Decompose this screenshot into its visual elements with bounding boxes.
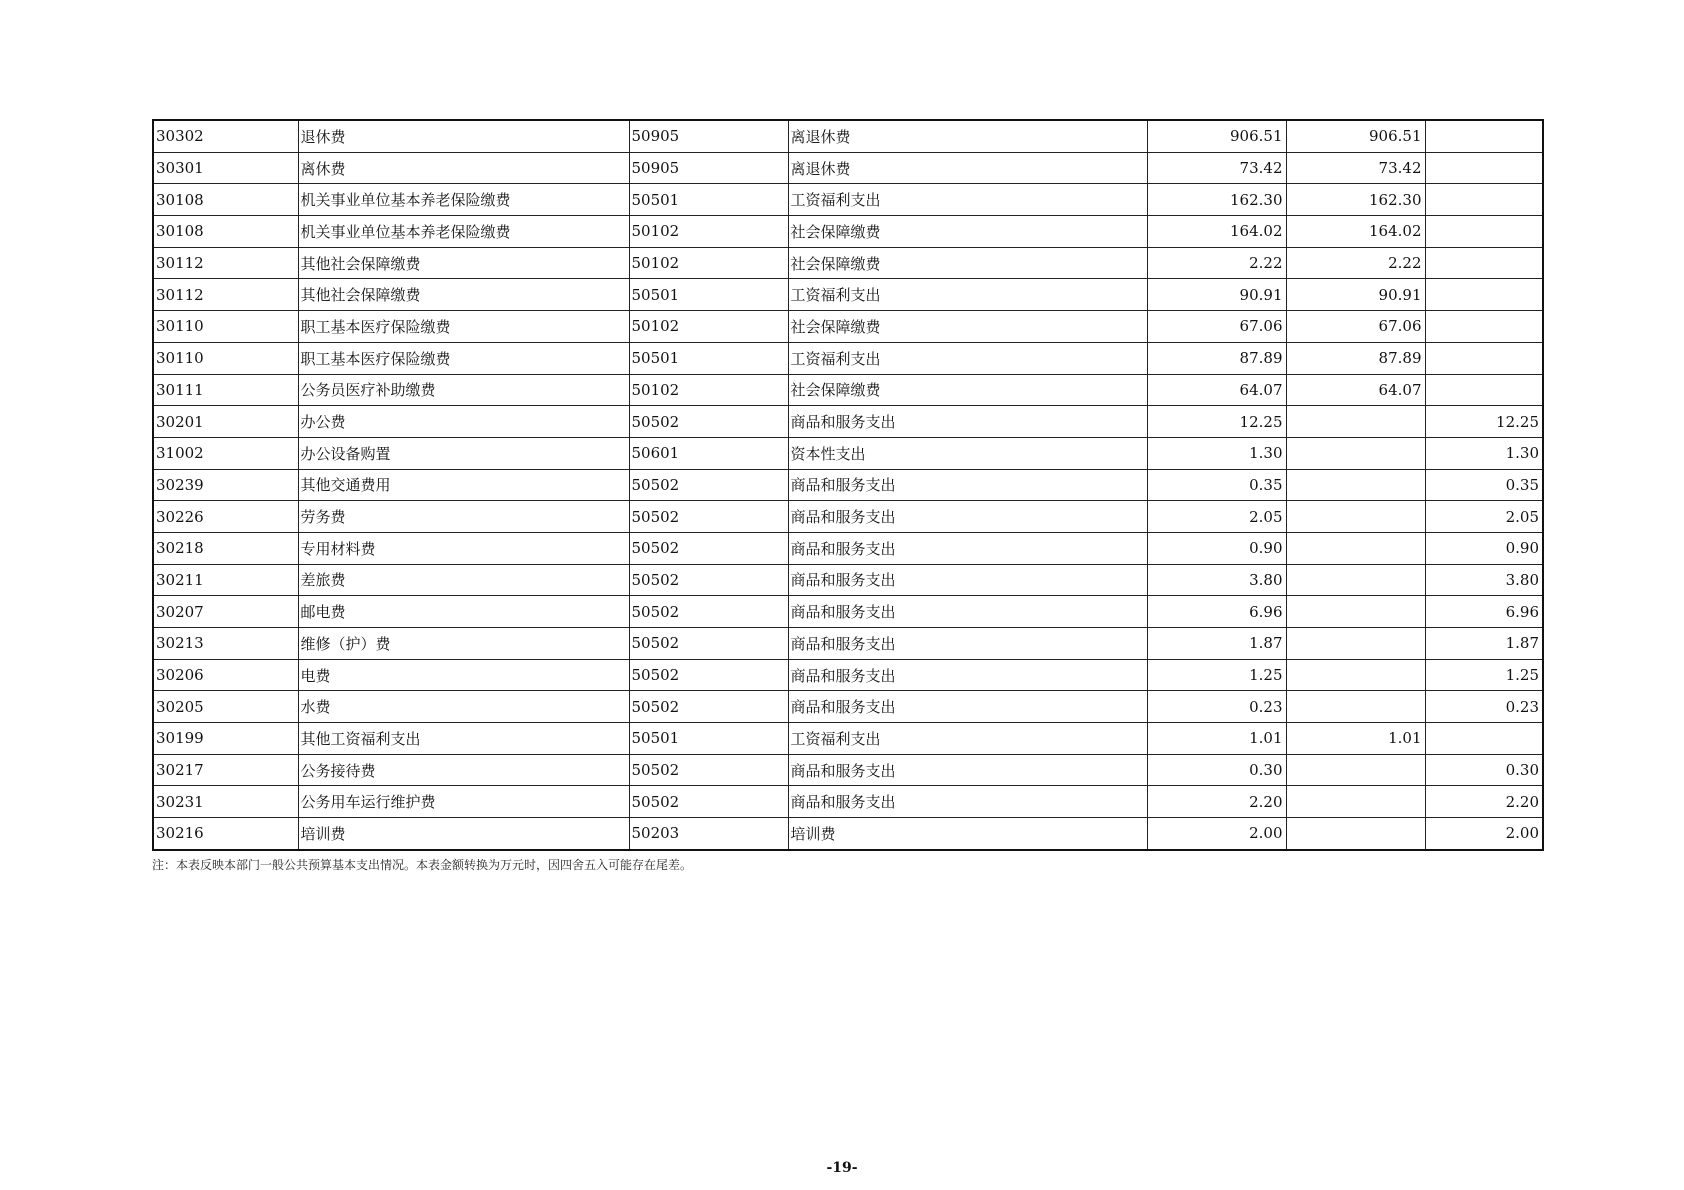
econ-name-cell: 离休费	[298, 152, 629, 184]
econ-code-cell: 30217	[153, 754, 298, 786]
personnel-amount-cell: 1.01	[1286, 723, 1425, 755]
gov-name-cell: 资本性支出	[788, 437, 1147, 469]
gov-code-cell: 50102	[629, 247, 788, 279]
econ-name-cell: 职工基本医疗保险缴费	[298, 342, 629, 374]
total-amount-cell: 73.42	[1147, 152, 1286, 184]
table-row	[153, 120, 1543, 152]
econ-name-cell: 劳务费	[298, 501, 629, 533]
table-row	[153, 596, 1543, 628]
econ-code-cell: 30108	[153, 184, 298, 216]
total-amount-cell: 162.30	[1147, 184, 1286, 216]
total-amount-cell: 1.30	[1147, 437, 1286, 469]
total-amount-cell: 6.96	[1147, 596, 1286, 628]
table-row	[153, 247, 1543, 279]
table-row	[153, 406, 1543, 438]
econ-name-cell: 机关事业单位基本养老保险缴费	[298, 184, 629, 216]
econ-code-cell: 30207	[153, 596, 298, 628]
total-amount-cell: 2.22	[1147, 247, 1286, 279]
econ-name-cell: 退休费	[298, 120, 629, 152]
public-amount-cell: 2.00	[1425, 818, 1543, 850]
table-row	[153, 786, 1543, 818]
page-number: -19-	[826, 1160, 858, 1176]
public-amount-cell: 2.05	[1425, 501, 1543, 533]
econ-name-cell: 公务接待费	[298, 754, 629, 786]
gov-code-cell: 50502	[629, 564, 788, 596]
gov-name-cell: 离退休费	[788, 152, 1147, 184]
total-amount-cell: 1.25	[1147, 659, 1286, 691]
table-row	[153, 184, 1543, 216]
econ-name-cell: 其他交通费用	[298, 469, 629, 501]
gov-name-cell: 商品和服务支出	[788, 659, 1147, 691]
expenditure-table-container	[152, 119, 1542, 851]
table-row	[153, 437, 1543, 469]
gov-code-cell: 50502	[629, 786, 788, 818]
total-amount-cell: 1.87	[1147, 628, 1286, 660]
gov-code-cell: 50102	[629, 216, 788, 248]
personnel-amount-cell	[1286, 659, 1425, 691]
gov-code-cell: 50203	[629, 818, 788, 850]
personnel-amount-cell	[1286, 818, 1425, 850]
econ-code-cell: 30110	[153, 311, 298, 343]
econ-name-cell: 职工基本医疗保险缴费	[298, 311, 629, 343]
personnel-amount-cell: 64.07	[1286, 374, 1425, 406]
public-amount-cell	[1425, 342, 1543, 374]
total-amount-cell: 90.91	[1147, 279, 1286, 311]
personnel-amount-cell: 87.89	[1286, 342, 1425, 374]
basic-expenditure-table	[152, 119, 1544, 851]
public-amount-cell	[1425, 184, 1543, 216]
total-amount-cell: 0.30	[1147, 754, 1286, 786]
table-body	[153, 120, 1543, 850]
public-amount-cell	[1425, 152, 1543, 184]
econ-name-cell: 其他社会保障缴费	[298, 247, 629, 279]
public-amount-cell: 0.23	[1425, 691, 1543, 723]
econ-code-cell: 30108	[153, 216, 298, 248]
total-amount-cell: 164.02	[1147, 216, 1286, 248]
econ-name-cell: 水费	[298, 691, 629, 723]
public-amount-cell: 12.25	[1425, 406, 1543, 438]
public-amount-cell: 1.25	[1425, 659, 1543, 691]
econ-code-cell: 30231	[153, 786, 298, 818]
total-amount-cell: 2.00	[1147, 818, 1286, 850]
personnel-amount-cell	[1286, 786, 1425, 818]
public-amount-cell	[1425, 311, 1543, 343]
econ-name-cell: 办公设备购置	[298, 437, 629, 469]
personnel-amount-cell	[1286, 754, 1425, 786]
public-amount-cell	[1425, 247, 1543, 279]
table-row	[153, 311, 1543, 343]
gov-name-cell: 工资福利支出	[788, 723, 1147, 755]
total-amount-cell: 906.51	[1147, 120, 1286, 152]
econ-code-cell: 30211	[153, 564, 298, 596]
econ-name-cell: 专用材料费	[298, 532, 629, 564]
gov-name-cell: 社会保障缴费	[788, 216, 1147, 248]
public-amount-cell	[1425, 723, 1543, 755]
gov-code-cell: 50905	[629, 152, 788, 184]
econ-code-cell: 30213	[153, 628, 298, 660]
personnel-amount-cell	[1286, 501, 1425, 533]
table-row	[153, 818, 1543, 850]
personnel-amount-cell	[1286, 596, 1425, 628]
gov-name-cell: 工资福利支出	[788, 184, 1147, 216]
econ-code-cell: 30111	[153, 374, 298, 406]
table-row	[153, 374, 1543, 406]
personnel-amount-cell	[1286, 691, 1425, 723]
public-amount-cell: 0.30	[1425, 754, 1543, 786]
table-row	[153, 564, 1543, 596]
gov-name-cell: 商品和服务支出	[788, 786, 1147, 818]
gov-name-cell: 离退休费	[788, 120, 1147, 152]
gov-code-cell: 50502	[629, 406, 788, 438]
personnel-amount-cell	[1286, 406, 1425, 438]
econ-name-cell: 电费	[298, 659, 629, 691]
personnel-amount-cell	[1286, 532, 1425, 564]
econ-code-cell: 31002	[153, 437, 298, 469]
public-amount-cell: 1.87	[1425, 628, 1543, 660]
personnel-amount-cell: 67.06	[1286, 311, 1425, 343]
gov-code-cell: 50501	[629, 723, 788, 755]
total-amount-cell: 0.90	[1147, 532, 1286, 564]
econ-code-cell: 30218	[153, 532, 298, 564]
table-row	[153, 691, 1543, 723]
econ-code-cell: 30226	[153, 501, 298, 533]
total-amount-cell: 0.35	[1147, 469, 1286, 501]
econ-code-cell: 30205	[153, 691, 298, 723]
econ-name-cell: 公务用车运行维护费	[298, 786, 629, 818]
personnel-amount-cell	[1286, 628, 1425, 660]
econ-name-cell: 办公费	[298, 406, 629, 438]
econ-name-cell: 公务员医疗补助缴费	[298, 374, 629, 406]
econ-name-cell: 培训费	[298, 818, 629, 850]
gov-name-cell: 商品和服务支出	[788, 754, 1147, 786]
gov-name-cell: 社会保障缴费	[788, 311, 1147, 343]
public-amount-cell: 0.35	[1425, 469, 1543, 501]
econ-code-cell: 30199	[153, 723, 298, 755]
public-amount-cell	[1425, 216, 1543, 248]
public-amount-cell: 6.96	[1425, 596, 1543, 628]
econ-code-cell: 30110	[153, 342, 298, 374]
table-row	[153, 628, 1543, 660]
public-amount-cell: 0.90	[1425, 532, 1543, 564]
gov-name-cell: 商品和服务支出	[788, 469, 1147, 501]
econ-code-cell: 30206	[153, 659, 298, 691]
public-amount-cell	[1425, 279, 1543, 311]
personnel-amount-cell: 90.91	[1286, 279, 1425, 311]
econ-name-cell: 其他工资福利支出	[298, 723, 629, 755]
table-row	[153, 279, 1543, 311]
table-row	[153, 723, 1543, 755]
econ-code-cell: 30112	[153, 279, 298, 311]
gov-code-cell: 50501	[629, 342, 788, 374]
public-amount-cell: 1.30	[1425, 437, 1543, 469]
gov-name-cell: 商品和服务支出	[788, 628, 1147, 660]
gov-code-cell: 50102	[629, 311, 788, 343]
gov-name-cell: 社会保障缴费	[788, 374, 1147, 406]
personnel-amount-cell	[1286, 564, 1425, 596]
econ-code-cell: 30201	[153, 406, 298, 438]
econ-name-cell: 邮电费	[298, 596, 629, 628]
total-amount-cell: 67.06	[1147, 311, 1286, 343]
total-amount-cell: 1.01	[1147, 723, 1286, 755]
total-amount-cell: 2.20	[1147, 786, 1286, 818]
personnel-amount-cell: 164.02	[1286, 216, 1425, 248]
total-amount-cell: 64.07	[1147, 374, 1286, 406]
table-row	[153, 532, 1543, 564]
table-footnote: 注：本表反映本部门一般公共预算基本支出情况。本表金额转换为万元时，因四舍五入可能存在尾差。	[152, 858, 693, 872]
econ-code-cell: 30239	[153, 469, 298, 501]
personnel-amount-cell: 2.22	[1286, 247, 1425, 279]
total-amount-cell: 87.89	[1147, 342, 1286, 374]
gov-code-cell: 50905	[629, 120, 788, 152]
total-amount-cell: 2.05	[1147, 501, 1286, 533]
table-row	[153, 342, 1543, 374]
public-amount-cell: 3.80	[1425, 564, 1543, 596]
gov-code-cell: 50501	[629, 184, 788, 216]
econ-name-cell: 差旅费	[298, 564, 629, 596]
personnel-amount-cell: 162.30	[1286, 184, 1425, 216]
personnel-amount-cell	[1286, 437, 1425, 469]
gov-name-cell: 工资福利支出	[788, 342, 1147, 374]
personnel-amount-cell: 73.42	[1286, 152, 1425, 184]
gov-code-cell: 50502	[629, 628, 788, 660]
table-row	[153, 754, 1543, 786]
personnel-amount-cell: 906.51	[1286, 120, 1425, 152]
gov-code-cell: 50501	[629, 279, 788, 311]
table-row	[153, 216, 1543, 248]
gov-code-cell: 50502	[629, 659, 788, 691]
table-row	[153, 501, 1543, 533]
gov-name-cell: 商品和服务支出	[788, 501, 1147, 533]
gov-name-cell: 商品和服务支出	[788, 596, 1147, 628]
gov-code-cell: 50601	[629, 437, 788, 469]
gov-code-cell: 50502	[629, 532, 788, 564]
public-amount-cell	[1425, 120, 1543, 152]
gov-code-cell: 50502	[629, 469, 788, 501]
gov-name-cell: 培训费	[788, 818, 1147, 850]
table-row	[153, 469, 1543, 501]
gov-code-cell: 50502	[629, 754, 788, 786]
econ-name-cell: 维修（护）费	[298, 628, 629, 660]
gov-code-cell: 50502	[629, 501, 788, 533]
econ-name-cell: 其他社会保障缴费	[298, 279, 629, 311]
gov-name-cell: 工资福利支出	[788, 279, 1147, 311]
total-amount-cell: 0.23	[1147, 691, 1286, 723]
gov-code-cell: 50502	[629, 691, 788, 723]
gov-name-cell: 商品和服务支出	[788, 532, 1147, 564]
total-amount-cell: 12.25	[1147, 406, 1286, 438]
gov-name-cell: 商品和服务支出	[788, 406, 1147, 438]
gov-code-cell: 50502	[629, 596, 788, 628]
personnel-amount-cell	[1286, 469, 1425, 501]
table-row	[153, 659, 1543, 691]
econ-name-cell: 机关事业单位基本养老保险缴费	[298, 216, 629, 248]
gov-name-cell: 商品和服务支出	[788, 564, 1147, 596]
econ-code-cell: 30112	[153, 247, 298, 279]
public-amount-cell: 2.20	[1425, 786, 1543, 818]
gov-name-cell: 社会保障缴费	[788, 247, 1147, 279]
econ-code-cell: 30216	[153, 818, 298, 850]
public-amount-cell	[1425, 374, 1543, 406]
gov-code-cell: 50102	[629, 374, 788, 406]
table-row	[153, 152, 1543, 184]
econ-code-cell: 30301	[153, 152, 298, 184]
total-amount-cell: 3.80	[1147, 564, 1286, 596]
econ-code-cell: 30302	[153, 120, 298, 152]
gov-name-cell: 商品和服务支出	[788, 691, 1147, 723]
